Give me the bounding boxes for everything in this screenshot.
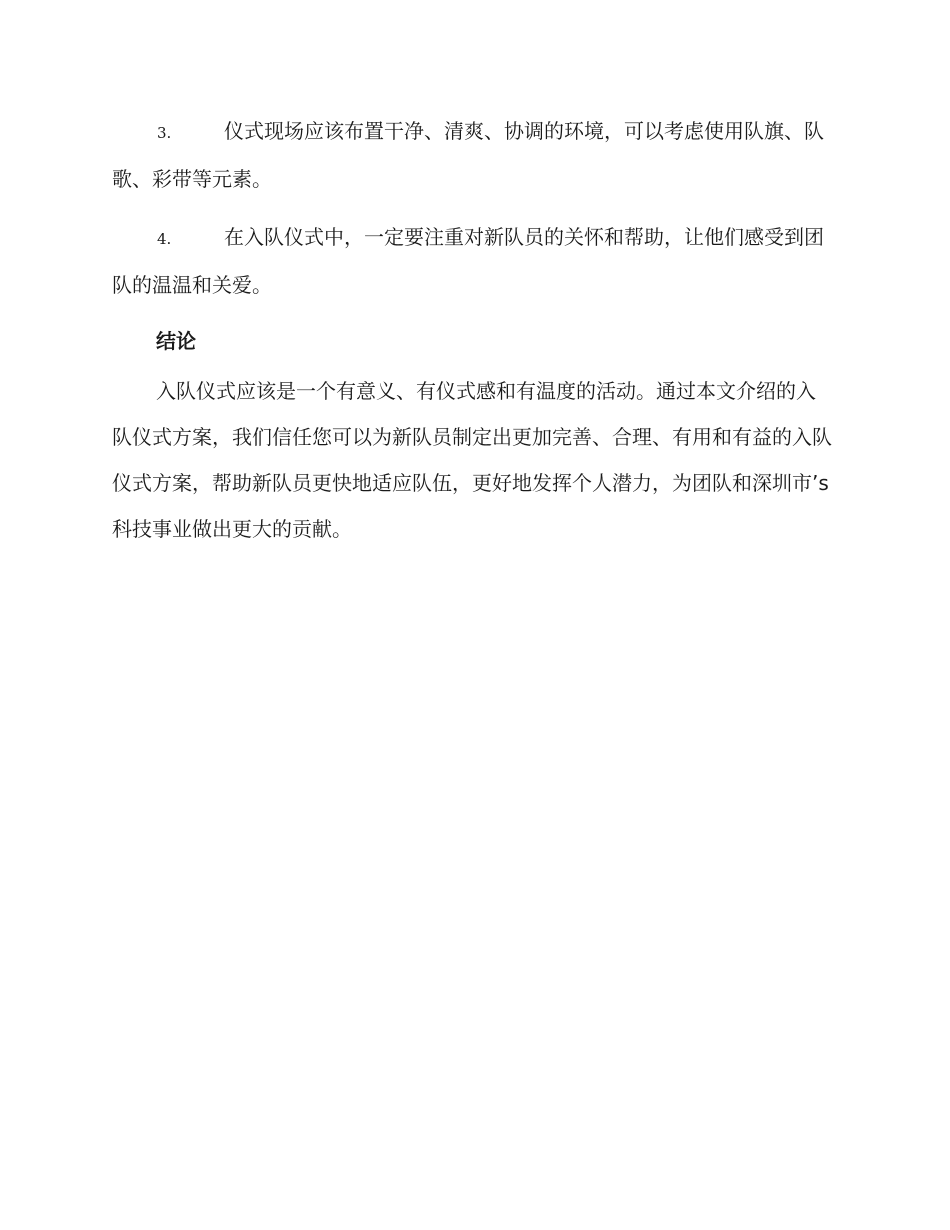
list-item-text: 仪式现场应该布置干净、清爽、协调的环境，可以考虑使用队旗、队歌、彩带等元素。 [112, 119, 824, 191]
list-item-number: 3. [157, 124, 172, 142]
list-item-text: 在入队仪式中，一定要注重对新队员的关怀和帮助，让他们感受到团队的温温和关爱。 [112, 225, 824, 297]
section-heading-conclusion: 结论 [156, 329, 196, 353]
list-item-3 [112, 108, 834, 202]
list-item-number: 4. [157, 230, 172, 248]
conclusion-paragraph: 入队仪式应该是一个有意义、有仪式感和有温度的活动。通过本文介绍的入队仪式方案，我们信任您可以为新队员制定出更加完善、合理、有用和有益的入队仪式方案，帮助新队员更快地适应队伍，更好地发挥个人潜力，为团队和深圳市’s 科技事业做出更大的贡献。 [112, 379, 832, 541]
document-content [112, 108, 834, 552]
list-item-4 [112, 214, 834, 308]
